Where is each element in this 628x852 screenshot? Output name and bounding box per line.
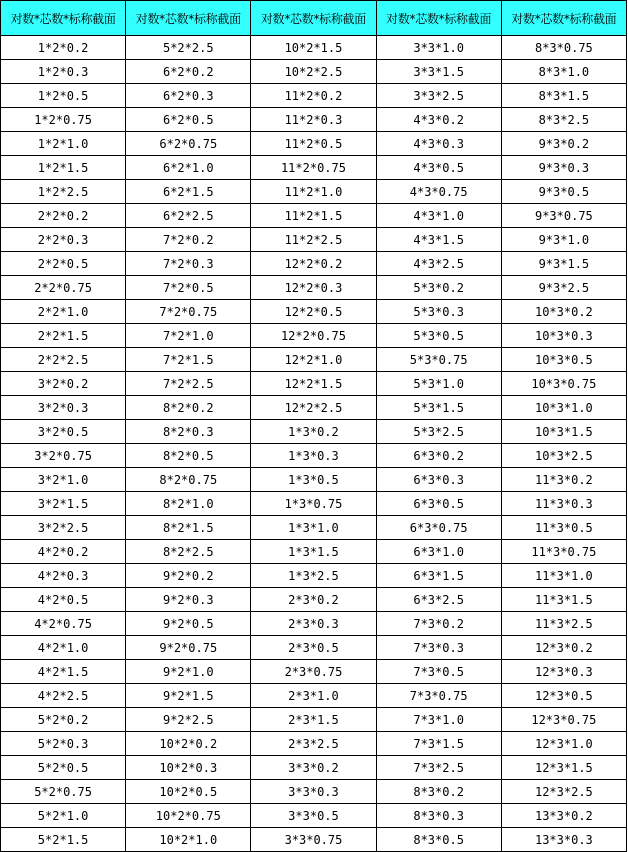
column-header: 对数*芯数*标称截面 [376, 1, 501, 36]
table-cell: 2*2*1.0 [1, 300, 126, 324]
table-row [1, 468, 627, 492]
table-cell: 11*3*0.3 [501, 492, 626, 516]
table-row [1, 636, 627, 660]
table-cell: 4*3*0.2 [376, 108, 501, 132]
table-cell: 2*2*0.3 [1, 228, 126, 252]
table-row [1, 252, 627, 276]
table-row [1, 300, 627, 324]
table-row [1, 372, 627, 396]
table-cell: 2*3*0.75 [251, 660, 376, 684]
table-row [1, 228, 627, 252]
table-cell: 9*3*0.3 [501, 156, 626, 180]
table-cell: 7*3*0.2 [376, 612, 501, 636]
table-cell: 10*3*1.0 [501, 396, 626, 420]
table-cell: 8*3*0.2 [376, 780, 501, 804]
table-cell: 9*3*1.0 [501, 228, 626, 252]
table-cell: 4*2*2.5 [1, 684, 126, 708]
column-header: 对数*芯数*标称截面 [1, 1, 126, 36]
table-cell: 7*3*0.3 [376, 636, 501, 660]
table-cell: 3*3*0.2 [251, 756, 376, 780]
table-row [1, 348, 627, 372]
table-cell: 3*2*0.75 [1, 444, 126, 468]
table-cell: 4*3*1.5 [376, 228, 501, 252]
table-cell: 4*3*0.75 [376, 180, 501, 204]
table-cell: 4*2*1.0 [1, 636, 126, 660]
table-row [1, 684, 627, 708]
table-cell: 11*3*0.5 [501, 516, 626, 540]
table-cell: 11*2*0.75 [251, 156, 376, 180]
table-cell: 1*2*0.3 [1, 60, 126, 84]
table-row [1, 780, 627, 804]
table-cell: 6*2*2.5 [126, 204, 251, 228]
table-cell: 6*3*0.3 [376, 468, 501, 492]
table-cell: 6*3*0.5 [376, 492, 501, 516]
table-cell: 8*3*0.3 [376, 804, 501, 828]
table-cell: 6*3*1.0 [376, 540, 501, 564]
table-cell: 1*3*0.2 [251, 420, 376, 444]
table-row [1, 276, 627, 300]
table-cell: 12*3*2.5 [501, 780, 626, 804]
table-cell: 12*3*1.0 [501, 732, 626, 756]
table-cell: 3*3*2.5 [376, 84, 501, 108]
table-cell: 5*3*1.0 [376, 372, 501, 396]
table-cell: 8*2*0.75 [126, 468, 251, 492]
table-cell: 8*2*0.2 [126, 396, 251, 420]
table-cell: 2*3*0.5 [251, 636, 376, 660]
table-row [1, 84, 627, 108]
column-header: 对数*芯数*标称截面 [251, 1, 376, 36]
table-cell: 7*3*0.75 [376, 684, 501, 708]
table-cell: 1*3*1.0 [251, 516, 376, 540]
table-row [1, 60, 627, 84]
table-cell: 11*2*0.2 [251, 84, 376, 108]
table-cell: 2*2*0.5 [1, 252, 126, 276]
table-cell: 8*2*1.0 [126, 492, 251, 516]
table-cell: 12*2*0.5 [251, 300, 376, 324]
table-cell: 2*3*2.5 [251, 732, 376, 756]
table-row [1, 324, 627, 348]
table-row [1, 492, 627, 516]
table-cell: 10*3*0.75 [501, 372, 626, 396]
table-cell: 4*2*0.5 [1, 588, 126, 612]
table-cell: 10*2*2.5 [251, 60, 376, 84]
table-row [1, 732, 627, 756]
table-row [1, 708, 627, 732]
table-row [1, 156, 627, 180]
table-cell: 5*2*1.0 [1, 804, 126, 828]
table-cell: 9*3*0.75 [501, 204, 626, 228]
table-cell: 8*3*2.5 [501, 108, 626, 132]
table-cell: 4*2*0.2 [1, 540, 126, 564]
table-row [1, 564, 627, 588]
table-cell: 4*2*0.3 [1, 564, 126, 588]
table-cell: 2*2*2.5 [1, 348, 126, 372]
table-row [1, 108, 627, 132]
table-cell: 1*2*0.2 [1, 36, 126, 60]
table-cell: 9*2*0.5 [126, 612, 251, 636]
table-cell: 1*3*0.5 [251, 468, 376, 492]
table-cell: 10*2*1.0 [126, 828, 251, 852]
table-cell: 8*2*0.3 [126, 420, 251, 444]
table-cell: 12*3*0.3 [501, 660, 626, 684]
table-cell: 12*2*2.5 [251, 396, 376, 420]
table-cell: 7*2*1.0 [126, 324, 251, 348]
table-cell: 10*3*1.5 [501, 420, 626, 444]
table-cell: 2*3*1.0 [251, 684, 376, 708]
table-cell: 11*3*1.0 [501, 564, 626, 588]
table-cell: 5*3*0.2 [376, 276, 501, 300]
table-cell: 9*2*0.75 [126, 636, 251, 660]
table-row [1, 444, 627, 468]
table-cell: 12*2*0.75 [251, 324, 376, 348]
table-cell: 1*3*1.5 [251, 540, 376, 564]
table-cell: 12*2*0.2 [251, 252, 376, 276]
table-cell: 11*2*1.0 [251, 180, 376, 204]
table-cell: 10*2*1.5 [251, 36, 376, 60]
table-body [1, 36, 627, 852]
table-cell: 6*2*0.2 [126, 60, 251, 84]
table-cell: 6*2*1.0 [126, 156, 251, 180]
table-cell: 3*2*1.0 [1, 468, 126, 492]
table-cell: 9*3*0.2 [501, 132, 626, 156]
table-row [1, 204, 627, 228]
table-row [1, 516, 627, 540]
table-row [1, 804, 627, 828]
table-row [1, 132, 627, 156]
table-cell: 12*3*0.5 [501, 684, 626, 708]
table-cell: 12*2*1.0 [251, 348, 376, 372]
table-row [1, 756, 627, 780]
header-row [1, 1, 627, 36]
table-row [1, 396, 627, 420]
table-cell: 7*2*1.5 [126, 348, 251, 372]
table-cell: 1*2*1.0 [1, 132, 126, 156]
table-cell: 6*2*0.5 [126, 108, 251, 132]
table-cell: 6*2*0.75 [126, 132, 251, 156]
table-cell: 5*2*0.2 [1, 708, 126, 732]
table-cell: 11*2*2.5 [251, 228, 376, 252]
table-cell: 5*3*0.3 [376, 300, 501, 324]
table-cell: 10*2*0.3 [126, 756, 251, 780]
table-cell: 12*2*0.3 [251, 276, 376, 300]
table-cell: 11*3*0.2 [501, 468, 626, 492]
table-cell: 3*2*0.3 [1, 396, 126, 420]
table-cell: 1*2*2.5 [1, 180, 126, 204]
table-cell: 2*3*0.3 [251, 612, 376, 636]
table-row [1, 828, 627, 852]
table-cell: 7*2*0.2 [126, 228, 251, 252]
table-cell: 11*3*2.5 [501, 612, 626, 636]
table-cell: 2*3*0.2 [251, 588, 376, 612]
column-header: 对数*芯数*标称截面 [126, 1, 251, 36]
table-cell: 6*3*0.2 [376, 444, 501, 468]
table-cell: 7*3*2.5 [376, 756, 501, 780]
table-cell: 4*2*0.75 [1, 612, 126, 636]
table-cell: 8*2*0.5 [126, 444, 251, 468]
table-cell: 3*2*0.2 [1, 372, 126, 396]
table-cell: 8*2*2.5 [126, 540, 251, 564]
table-cell: 9*2*1.0 [126, 660, 251, 684]
table-cell: 11*2*0.5 [251, 132, 376, 156]
table-cell: 8*3*1.0 [501, 60, 626, 84]
table-cell: 1*2*1.5 [1, 156, 126, 180]
table-row [1, 180, 627, 204]
table-cell: 11*3*1.5 [501, 588, 626, 612]
table-cell: 7*3*0.5 [376, 660, 501, 684]
table-cell: 3*3*0.75 [251, 828, 376, 852]
table-cell: 7*3*1.0 [376, 708, 501, 732]
table-cell: 1*3*0.3 [251, 444, 376, 468]
table-cell: 7*2*0.3 [126, 252, 251, 276]
table-cell: 12*3*0.75 [501, 708, 626, 732]
table-row [1, 540, 627, 564]
table-cell: 12*3*1.5 [501, 756, 626, 780]
table-cell: 7*2*2.5 [126, 372, 251, 396]
table-cell: 5*2*0.75 [1, 780, 126, 804]
table-cell: 9*3*2.5 [501, 276, 626, 300]
table-cell: 3*3*0.3 [251, 780, 376, 804]
table-cell: 3*3*1.0 [376, 36, 501, 60]
table-cell: 10*2*0.2 [126, 732, 251, 756]
table-cell: 13*3*0.2 [501, 804, 626, 828]
table-cell: 6*3*2.5 [376, 588, 501, 612]
table-cell: 2*2*0.2 [1, 204, 126, 228]
table-cell: 12*2*1.5 [251, 372, 376, 396]
table-cell: 5*3*0.5 [376, 324, 501, 348]
table-cell: 9*2*0.2 [126, 564, 251, 588]
table-cell: 13*3*0.3 [501, 828, 626, 852]
table-cell: 3*2*0.5 [1, 420, 126, 444]
table-cell: 10*2*0.75 [126, 804, 251, 828]
table-row [1, 588, 627, 612]
table-cell: 9*3*0.5 [501, 180, 626, 204]
table-cell: 8*2*1.5 [126, 516, 251, 540]
table-cell: 5*2*0.3 [1, 732, 126, 756]
table-cell: 4*3*0.3 [376, 132, 501, 156]
table-cell: 11*2*0.3 [251, 108, 376, 132]
column-header: 对数*芯数*标称截面 [501, 1, 626, 36]
table-cell: 5*3*1.5 [376, 396, 501, 420]
table-cell: 8*3*1.5 [501, 84, 626, 108]
table-cell: 1*2*0.5 [1, 84, 126, 108]
table-cell: 11*3*0.75 [501, 540, 626, 564]
table-row [1, 612, 627, 636]
table-cell: 4*2*1.5 [1, 660, 126, 684]
table-cell: 6*3*0.75 [376, 516, 501, 540]
table-cell: 8*3*0.5 [376, 828, 501, 852]
table-row [1, 420, 627, 444]
table-cell: 9*3*1.5 [501, 252, 626, 276]
table-cell: 4*3*1.0 [376, 204, 501, 228]
table-cell: 5*2*0.5 [1, 756, 126, 780]
table-cell: 5*3*2.5 [376, 420, 501, 444]
table-cell: 9*2*0.3 [126, 588, 251, 612]
table-cell: 3*2*1.5 [1, 492, 126, 516]
table-cell: 2*2*1.5 [1, 324, 126, 348]
table-cell: 4*3*0.5 [376, 156, 501, 180]
table-cell: 5*3*0.75 [376, 348, 501, 372]
table-cell: 10*3*2.5 [501, 444, 626, 468]
table-cell: 2*2*0.75 [1, 276, 126, 300]
table-cell: 3*3*0.5 [251, 804, 376, 828]
table-cell: 6*2*0.3 [126, 84, 251, 108]
table-cell: 4*3*2.5 [376, 252, 501, 276]
table-cell: 11*2*1.5 [251, 204, 376, 228]
table-cell: 10*3*0.3 [501, 324, 626, 348]
table-cell: 10*3*0.5 [501, 348, 626, 372]
table-cell: 12*3*0.2 [501, 636, 626, 660]
table-cell: 3*3*1.5 [376, 60, 501, 84]
table-cell: 9*2*1.5 [126, 684, 251, 708]
table-cell: 7*2*0.75 [126, 300, 251, 324]
table-cell: 2*3*1.5 [251, 708, 376, 732]
table-cell: 7*2*0.5 [126, 276, 251, 300]
table-cell: 3*2*2.5 [1, 516, 126, 540]
table-row [1, 36, 627, 60]
table-cell: 5*2*2.5 [126, 36, 251, 60]
table-cell: 1*3*0.75 [251, 492, 376, 516]
table-cell: 10*2*0.5 [126, 780, 251, 804]
table-cell: 7*3*1.5 [376, 732, 501, 756]
table-cell: 1*2*0.75 [1, 108, 126, 132]
table-cell: 9*2*2.5 [126, 708, 251, 732]
table-cell: 6*2*1.5 [126, 180, 251, 204]
table-cell: 8*3*0.75 [501, 36, 626, 60]
table-cell: 5*2*1.5 [1, 828, 126, 852]
table-cell: 6*3*1.5 [376, 564, 501, 588]
table-row [1, 660, 627, 684]
table-cell: 10*3*0.2 [501, 300, 626, 324]
table-cell: 1*3*2.5 [251, 564, 376, 588]
